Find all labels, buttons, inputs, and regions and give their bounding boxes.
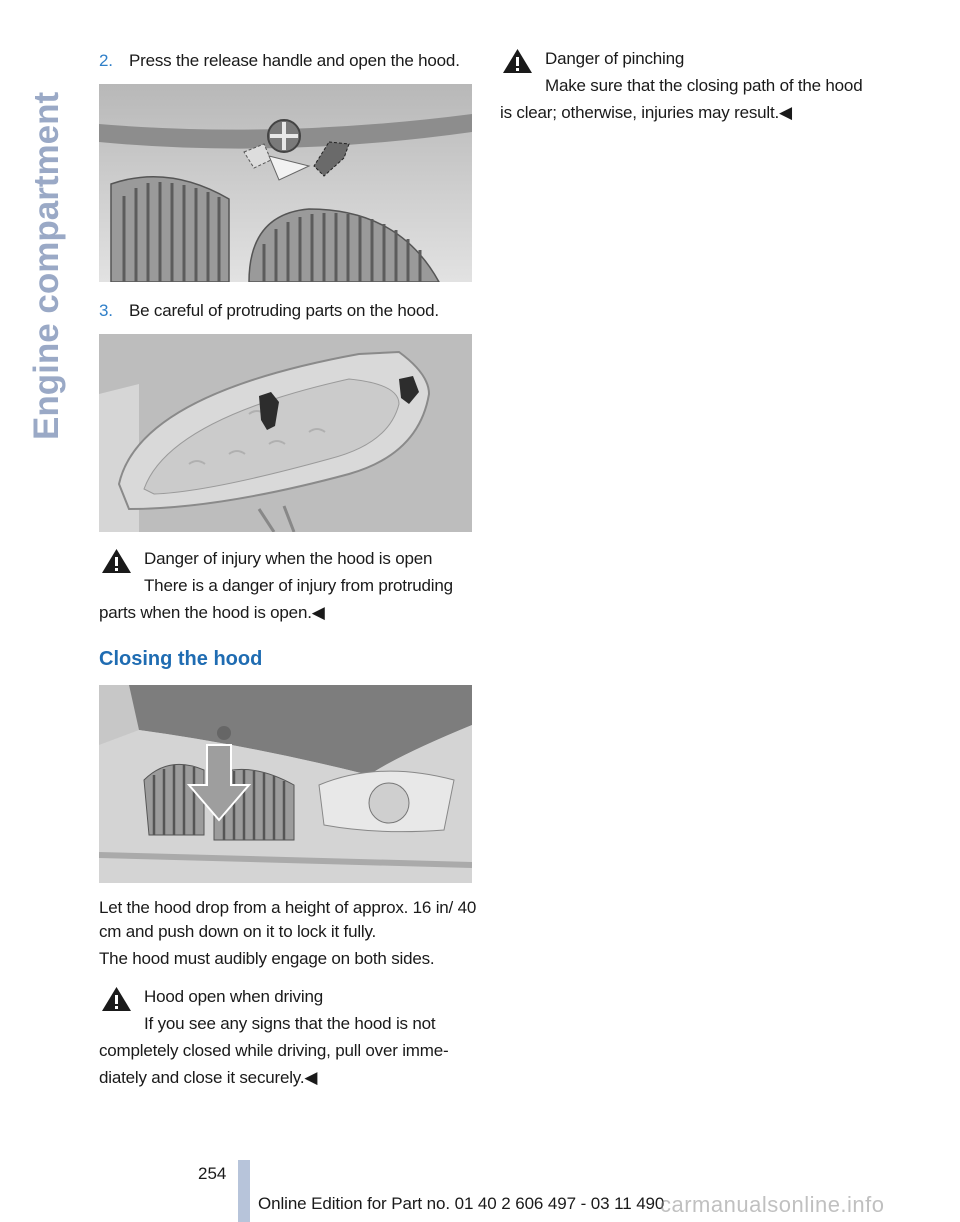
hood-release-figure (99, 84, 472, 282)
warning-injury (99, 545, 472, 626)
warning-title: Danger of pinching (545, 49, 685, 68)
hood-underside-figure (99, 334, 472, 532)
edition-text: Online Edition for Part no. 01 40 2 606 497 - 03 11 490 (258, 1194, 665, 1213)
section-title-text: Engine compartment (27, 91, 66, 440)
warning-body: If you see any signs that the hood is not completely closed while driving, pull over imme-diately and close it securely.◀ (99, 1014, 449, 1087)
warning-icon (99, 545, 134, 579)
closing-paragraph-2: The hood must audibly engage on both sides. (99, 949, 435, 968)
step-text: Be careful of protruding parts on the hood. (129, 301, 439, 320)
warning-icon (500, 45, 535, 79)
warning-title: Danger of injury when the hood is open (144, 549, 433, 568)
step-3 (99, 300, 472, 322)
page-number: 254 (198, 1164, 227, 1183)
footer-bar (238, 1160, 250, 1222)
warning-title: Hood open when driving (144, 987, 323, 1006)
section-heading: Closing the hood (99, 648, 263, 670)
section-title (27, 40, 67, 440)
step-number: 3. (99, 301, 113, 320)
step-2 (99, 50, 472, 72)
warning-pinching (500, 45, 870, 126)
closing-hood-figure (99, 685, 472, 883)
warning-body: Make sure that the closing path of the hood is clear; otherwise, injuries may result.◀ (500, 76, 863, 122)
warning-body: There is a danger of injury from protruding parts when the hood is open.◀ (99, 576, 453, 622)
closing-paragraph-1: Let the hood drop from a height of approx. 16 in/ 40 cm and push down on it to lock it fully. (99, 898, 477, 941)
warning-driving (99, 983, 479, 1091)
warning-icon (99, 983, 134, 1017)
step-number: 2. (99, 51, 113, 70)
watermark: carmanualsonline.info (660, 1192, 885, 1217)
step-text: Press the release handle and open the hood. (129, 51, 460, 70)
